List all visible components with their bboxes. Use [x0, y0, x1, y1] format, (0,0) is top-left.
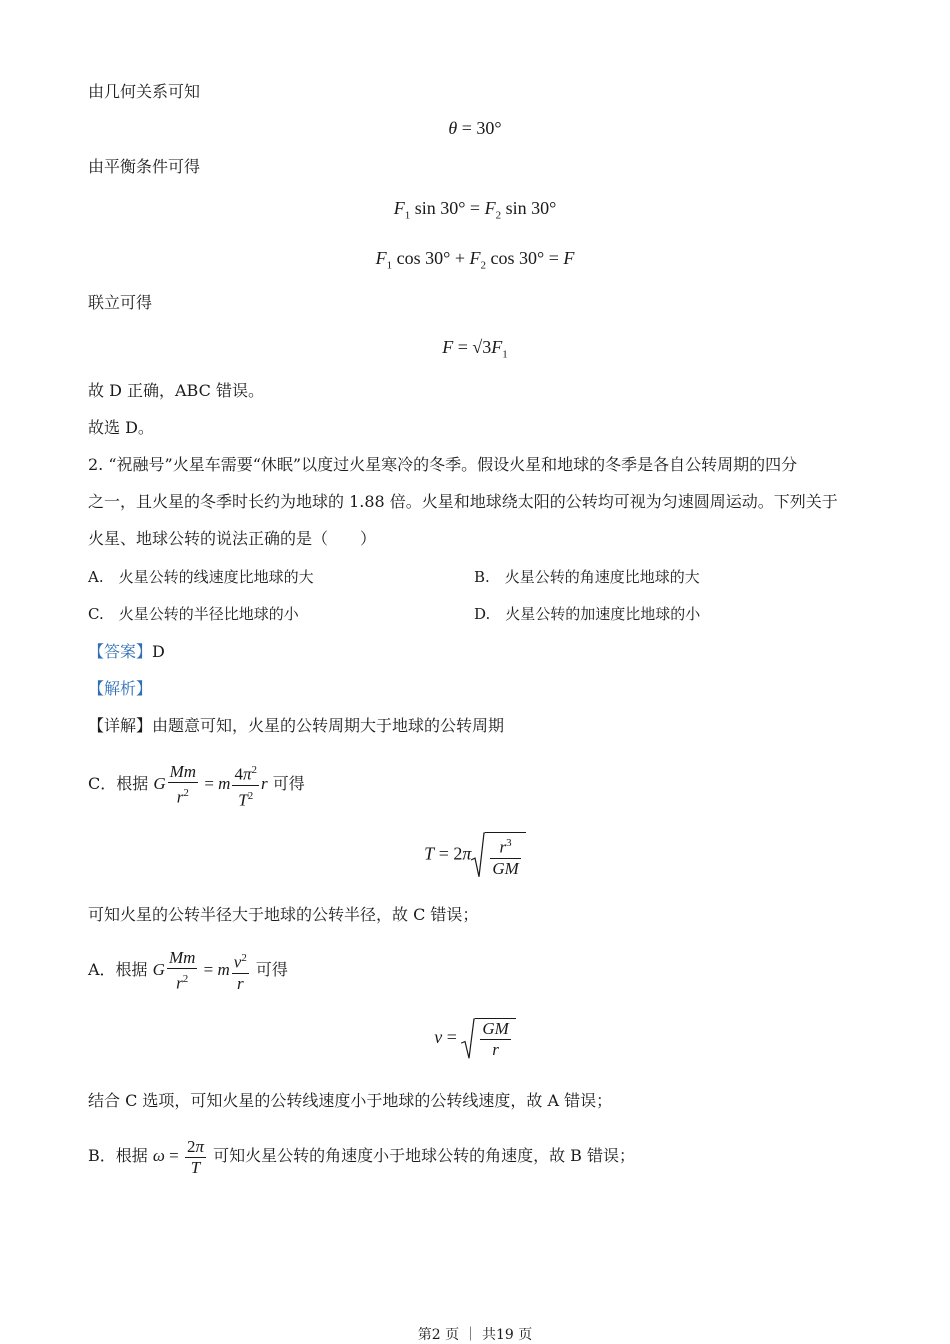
b-step-line: B．根据 ω = $\frac{2\pi}{T}$ 可知火星公转的角速度小于地球公转的角速度，故 B 错误； — [88, 1136, 636, 1177]
answer-line — [88, 641, 165, 663]
question-2-line-3: 火星、地球公转的说法正确的是（ ） — [88, 529, 377, 548]
c-step-formula: G $\frac{Mm}{r^2}$ = m $\frac{4\pi^2}{T^2}$ r — [153, 774, 267, 793]
page-footer: 第2 页 ｜ 共19 页 — [417, 1327, 533, 1343]
detail-line — [88, 715, 504, 737]
analysis-tag: 【解析】 — [88, 679, 153, 698]
option-b: B. 火星公转的角速度比地球的大 — [474, 568, 700, 586]
question-2-line-2: 之一，且火星的冬季时长约为地球的 1.88 倍。火星和地球绕太阳的公转均可视为匀速圆周运动。下列关于 — [88, 492, 838, 511]
equation-sin: $F_1$ $\sin 30^\circ = F_2$ sin 30° — [393, 198, 557, 222]
text-conclusion-d: 故 D 正确，ABC 错误。 — [88, 381, 264, 400]
detail-tag: 【详解】 — [88, 716, 153, 735]
text-conclusion-a: 结合 C 选项，可知火星的公转线速度小于地球的公转线速度，故 A 错误； — [88, 1091, 613, 1110]
option-a: A. 火星公转的线速度比地球的大 — [88, 568, 314, 586]
text-choose-d: 故选 D。 — [88, 418, 154, 437]
equation-theta: θ = 30° — [448, 118, 502, 138]
detail-text: 由题意可知，火星的公转周期大于地球的公转周期 — [152, 716, 505, 735]
equation-period: T = 2π $\frac{r^3}{GM}$ — [0, 832, 950, 879]
answer-tag: 【答案】 — [88, 642, 153, 661]
equation-cos: $F_1$ $\cos 30^\circ + F_2$ cos 30° = F — [375, 248, 575, 272]
b-step-formula: ω = $\frac{2\pi}{T}$ — [152, 1136, 204, 1177]
c-step-line: C．根据 G $\frac{Mm}{r^2}$ = m $\frac{4\pi^2}{T^2}$ r 可得 — [88, 760, 305, 810]
option-c: C. 火星公转的半径比地球的小 — [88, 605, 299, 623]
a-step-formula: G $\frac{Mm}{r^2}$ = m $\frac{v^2}{r}$ — [152, 948, 247, 993]
text-balance: 由平衡条件可得 — [88, 157, 201, 176]
text-combine: 联立可得 — [88, 293, 153, 312]
option-d: D. 火星公转的加速度比地球的小 — [474, 605, 701, 623]
question-2-line-1: 2. “祝融号”火星车需要“休眠”以度过火星寒冷的冬季。假设火星和地球的冬季是各自公转周期的四分 — [88, 455, 798, 474]
answer-value: D — [152, 642, 165, 661]
equation-result: $F = √3F_1$ — [442, 337, 508, 361]
text-conclusion-c: 可知火星的公转半径大于地球的公转半径，故 C 错误； — [88, 905, 479, 924]
a-step-line: A．根据 G $\frac{Mm}{r^2}$ = m $\frac{v^2}{r}$ 可得 — [88, 948, 288, 993]
equation-velocity: v = $\frac{GM}{r}$ — [0, 1018, 950, 1060]
text-geometry: 由几何关系可知 — [88, 82, 201, 101]
